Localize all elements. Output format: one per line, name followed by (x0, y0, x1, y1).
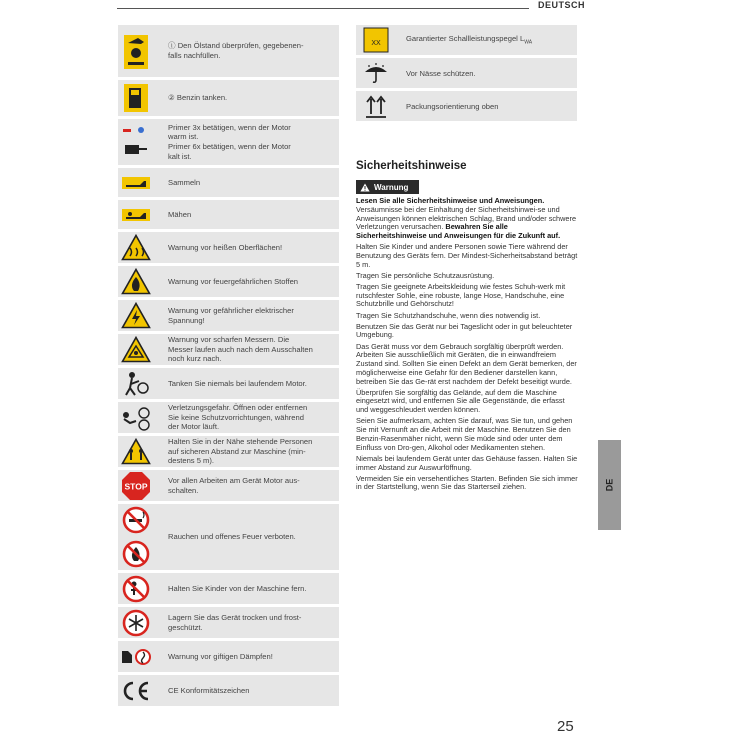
primer-icon (118, 123, 154, 161)
symbol-description: Halten Sie in der Nähe stehende Personen auf sicheren Abstand zur Maschine (min- destens 5 m). (168, 437, 313, 466)
symbol-row (118, 300, 339, 331)
symbol-row (118, 168, 339, 197)
ce-mark-icon (118, 680, 154, 702)
symbol-row (356, 58, 577, 88)
symbol-description: Warnung vor gefährlicher elektrischer Spannung! (168, 305, 294, 325)
safety-body (356, 197, 578, 495)
svg-text:XX: XX (371, 40, 381, 47)
safety-paragraph: Niemals bei laufendem Gerät unter das Gehäuse fassen. Halten Sie immer Abstand zur Auswurföffnung. (356, 453, 578, 472)
svg-text:STOP: STOP (124, 481, 148, 491)
electric-warning-icon (118, 302, 154, 329)
header-rule (117, 8, 529, 9)
symbol-row (118, 675, 339, 706)
safety-paragraph: Tragen Sie Schutzhandschuhe, wenn dies notwendig ist. (356, 310, 541, 320)
symbol-description: Warnung vor feuergefährlichen Stoffen (168, 276, 299, 286)
intro-bold-2: Bewahren Sie alle Sicherheitshinweise und Anweisungen für die Zukunft auf. (356, 222, 561, 240)
safety-paragraph: Benutzen Sie das Gerät nur bei Tageslicht oder in gut beleuchteter Umgebung. (356, 321, 573, 340)
collect-icon (118, 176, 154, 190)
symbol-description: ② Benzin tanken. (168, 93, 228, 103)
blade-warning-icon (118, 336, 154, 363)
symbol-description: Sammeln (168, 177, 201, 187)
symbol-row (118, 232, 339, 263)
symbol-description: Warnung vor heißen Oberflächen! (168, 242, 283, 252)
symbol-description: Tanken Sie niemals bei laufendem Motor. (168, 378, 307, 388)
language-header: DEUTSCH (538, 0, 586, 10)
symbol-row (118, 266, 339, 297)
warning-label: Warnung (374, 182, 409, 192)
safety-paragraph: Halten Sie Kinder und andere Personen sowie Tiere während der Benutzung des Geräts fern. Der Mindest-Sicherheitsabstand beträgt 5 m. (356, 242, 578, 269)
no-refuel-running-icon (118, 370, 154, 398)
this-way-up-icon (356, 94, 396, 118)
symbol-row (118, 119, 339, 165)
intro-bold: Lesen Sie alle Sicherheitshinweise und Anweisungen. (356, 196, 545, 205)
symbol-subscript: WA (524, 39, 533, 46)
symbol-description: Verletzungsgefahr. Öffnen oder entfernen Sie keine Schutzvorrichtungen, während der Motor läuft. (168, 403, 308, 432)
symbol-table-left (118, 25, 339, 709)
injury-danger-icon (118, 405, 154, 431)
hot-surface-warning-icon (118, 234, 154, 261)
symbol-description (396, 34, 577, 46)
symbol-row (118, 368, 339, 399)
symbol-row (118, 607, 339, 638)
symbol-row (118, 402, 339, 433)
symbol-description: Primer 3x betätigen, wenn der Motor warm ist. Primer 6x betätigen, wenn der Motor kalt ist. (168, 122, 291, 161)
no-smoking-fire-icon (118, 506, 154, 568)
symbol-description: CE Konformitätszeichen (168, 685, 250, 695)
section-heading: Sicherheitshinweise (356, 160, 467, 172)
symbol-description: Warnung vor scharfen Messern. Die Messer laufen auch nach dem Ausschalten noch kurz nach. (168, 335, 313, 364)
warning-banner (356, 180, 419, 194)
language-tab-label: DE (604, 478, 615, 492)
safety-paragraph: Tragen Sie geeignete Arbeitskleidung wie festes Schuh-werk mit rutschfester Sohle, eine robuste, lange Hose, Handschuhe, eine Schutzbrille und Gehörschutz! (356, 281, 566, 309)
mow-icon (118, 208, 154, 222)
sound-power-icon (356, 27, 396, 53)
symbol-description: Warnung vor giftigen Dämpfen! (168, 651, 273, 661)
toxic-fumes-icon (118, 647, 154, 667)
safety-paragraph: Tragen Sie persönliche Schutzausrüstung. (356, 270, 495, 280)
keep-children-away-icon (118, 575, 154, 603)
symbol-description: Rauchen und offenes Feuer verboten. (168, 532, 296, 542)
symbol-row (118, 200, 339, 229)
symbol-description: Lagern Sie das Gerät trocken und frost- geschützt. (168, 612, 302, 632)
keep-distance-warning-icon (118, 438, 154, 465)
fuel-pump-icon (118, 83, 154, 113)
symbol-description: ⓘ Den Ölstand überprüfen, gegebenen- falls nachfüllen. (168, 41, 304, 60)
intro-paragraph (356, 197, 578, 241)
symbol-description: Mähen (168, 209, 192, 219)
symbol-description (396, 69, 577, 78)
symbol-row (118, 25, 339, 77)
symbol-text: Packungsorientierung oben (406, 101, 499, 111)
keep-dry-icon (356, 62, 396, 84)
symbol-text: Vor Nässe schützen. (406, 68, 476, 78)
safety-paragraph: Vermeiden Sie ein versehentliches Starten. Befinden Sie sich immer in der Startstellung, wenn Sie das Starterseil ziehen. (356, 473, 578, 492)
language-tab[interactable] (598, 440, 621, 530)
symbol-description (396, 102, 577, 111)
oil-level-icon (118, 29, 154, 73)
symbol-row (118, 573, 339, 604)
symbol-row (118, 436, 339, 467)
flammable-warning-icon (118, 268, 154, 295)
symbol-row (118, 334, 339, 365)
symbol-row (118, 504, 339, 570)
safety-paragraph: Das Gerät muss vor dem Gebrauch sorgfältig überprüft werden. Arbeiten Sie ausschließlich mit Geräten, die in einwandfreiem Zustand sind. Sollten Sie einen Defekt an dem Gerät bemerken, der möglicherweise eine Gefahr für den Bediener darstellen kann, betreiben Sie das Ge-rät erst nachdem der Defekt beseitigt wurde. (356, 341, 577, 386)
safety-paragraph: Seien Sie aufmerksam, achten Sie darauf, was Sie tun, und gehen Sie mit Vernunft an die Arbeit mit der Maschine. Benutzen Sie den Benzin-Rasenmäher nicht, wenn Sie müde sind oder unter dem Einfluss von Dro-gen, Alkohol oder Medikamenten stehen. (356, 416, 573, 452)
intro-text: Versäumnisse bei der Einhaltung der Sicherheitshinwei-se und Anweisungen können elektrischen Schlag, Brand und/oder schwere Verletzungen verursachen. (356, 204, 577, 232)
symbol-row (118, 470, 339, 501)
frost-protect-icon (118, 609, 154, 637)
symbol-description: Halten Sie Kinder von der Maschine fern. (168, 583, 307, 593)
symbol-table-right (356, 25, 577, 124)
symbol-row (118, 641, 339, 672)
symbol-row (356, 25, 577, 55)
symbol-row (118, 80, 339, 116)
symbol-row (356, 91, 577, 121)
symbol-description: Vor allen Arbeiten am Gerät Motor aus- schalten. (168, 475, 300, 495)
warning-triangle-icon (360, 183, 370, 192)
page-number: 25 (557, 718, 574, 735)
safety-paragraph: Überprüfen Sie sorgfältig das Gelände, auf dem die Maschine eingesetzt wird, und entfernen Sie alle Gegenstände, die erfasst und weggeschleudert werden können. (356, 387, 565, 415)
stop-sign-icon (118, 471, 154, 501)
symbol-text: Garantierter Schallleistungspegel L (406, 34, 525, 44)
